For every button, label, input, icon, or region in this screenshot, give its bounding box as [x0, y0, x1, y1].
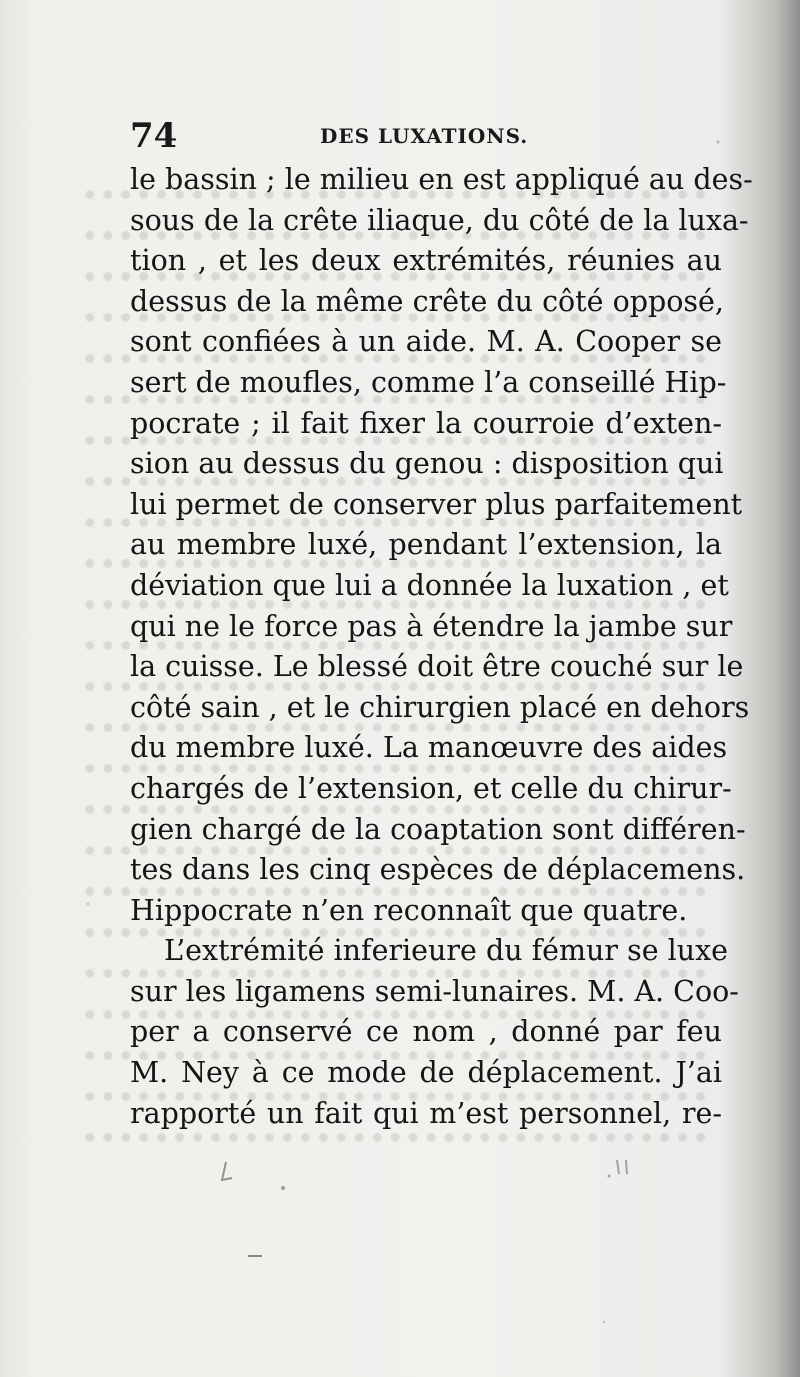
text-line: gien chargé de la coaptation sont différen-: [130, 812, 746, 846]
text-line: chargés de l’extension, et celle du chirur-: [130, 771, 732, 805]
text-line: sont confiées à un aide. M. A. Cooper se: [130, 325, 722, 359]
text-line: tion , et les deux extrémités, réunies au: [130, 244, 722, 278]
ink-speck: [608, 1175, 611, 1178]
text-line: au membre luxé, pendant l’extension, la: [130, 528, 722, 562]
body-text: [130, 160, 753, 1134]
ink-smudge: [617, 1160, 627, 1174]
text-line: qui ne le force pas à étendre la jambe sur: [130, 609, 733, 643]
text-line: la cuisse. Le blessé doit être couché sur le: [130, 650, 744, 684]
page-header: [130, 118, 720, 154]
text-line: déviation que lui a donnée la luxation , et: [130, 568, 729, 602]
text-line: dessus de la même crête du côté opposé,: [130, 284, 724, 318]
ink-speck: [281, 1186, 285, 1190]
text-line: sion au dessus du genou : disposition qui: [130, 447, 724, 481]
text-line: lui permet de conserver plus parfaitement: [130, 487, 743, 521]
paragraph-2: [130, 931, 739, 1134]
text-line: M. Ney à ce mode de déplacement. J’ai: [130, 1056, 722, 1090]
text-line: pocrate ; il fait fixer la courroie d’exten-: [130, 406, 722, 440]
text-line: tes dans les cinq espèces de déplacemens.: [130, 853, 746, 887]
text-line: côté sain , et le chirurgien placé en dehors: [130, 690, 750, 724]
text-line: sous de la crête iliaque, du côté de la luxa-: [130, 203, 749, 237]
text-line: sert de moufles, comme l’a conseillé Hip-: [130, 365, 727, 399]
text-line: L’extrémité inferieure du fémur se luxe: [164, 934, 729, 968]
page-number: 74: [130, 116, 178, 156]
paragraph-1: [130, 160, 753, 931]
text-line: per a conservé ce nom , donné par feu: [130, 1015, 722, 1049]
running-title: DES LUXATIONS.: [320, 124, 529, 148]
ink-speck: [603, 1321, 605, 1323]
ink-smudge: [222, 1162, 232, 1180]
text-line: du membre luxé. La manœuvre des aides: [130, 731, 728, 765]
text-line: rapporté un fait qui m’est personnel, re-: [130, 1096, 722, 1130]
text-line: sur les ligamens semi-lunaires. M. A. Coo-: [130, 974, 739, 1008]
text-line: Hippocrate n’en reconnaît que quatre.: [130, 893, 688, 927]
text-line: le bassin ; le milieu en est appliqué au des-: [130, 163, 753, 196]
ink-speck: [87, 903, 89, 905]
